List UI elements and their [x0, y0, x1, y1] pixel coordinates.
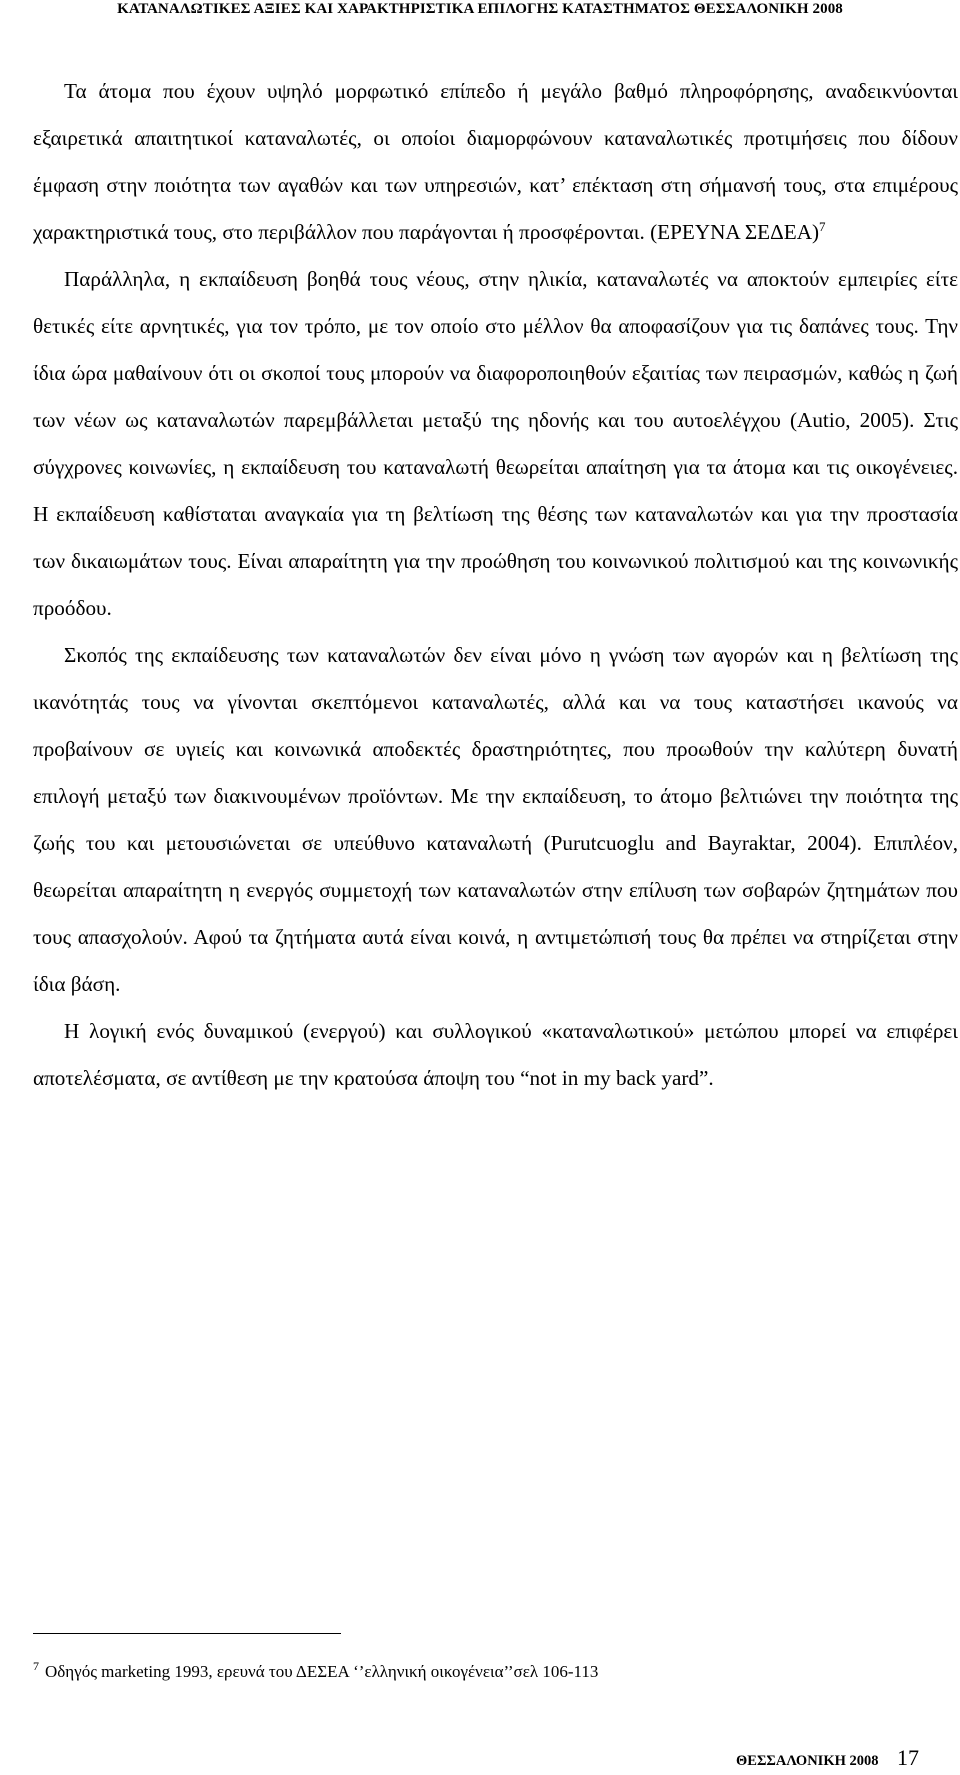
body-text: [33, 68, 958, 1102]
paragraph-4: [33, 1008, 958, 1102]
paragraph-1: [33, 68, 958, 256]
footnote-text: Οδηγός marketing 1993, ερευνά του ΔΕΣΕΑ ‘’ελληνική οικογένεια’’σελ 106-113: [45, 1662, 599, 1681]
footnote: [33, 1660, 953, 1684]
footnote-separator: [33, 1633, 341, 1634]
paragraph-4-text: Η λογική ενός δυναμικού (ενεργού) και συλλογικού «καταναλωτικού» μετώπου μπορεί να επιφέρει αποτελέσματα, σε αντίθεση με την κρατούσα άποψη του “not in my back yard”.: [33, 1019, 958, 1090]
footer-city-year: ΘΕΣΣΑΛΟΝΙΚΗ 2008: [736, 1753, 879, 1769]
page-number: 17: [897, 1745, 919, 1770]
footnote-reference[interactable]: 7: [819, 218, 826, 234]
paragraph-2-text: Παράλληλα, η εκπαίδευση βοηθά τους νέους, στην ηλικία, καταναλωτές να αποκτούν εμπειρίες είτε θετικές είτε αρνητικές, για τον τρόπο, με τον οποίο στο μέλλον θα αποφασίζουν για τις δαπάνες τους. Την ίδια ώρα μαθαίνουν ότι οι σκοποί τους μπορούν να διαφοροποιηθούν εξαιτίας των πειρασμών, καθώς η ζωή των νέων ως καταναλωτών παρεμβάλλεται μεταξύ της ηδονής και του αυτοελέγχου (Autio, 2005). Στις σύγχρονες κοινωνίες, η εκπαίδευση του καταναλωτή θεωρείται απαίτηση για τα άτομα και τις οικογένειες. Η εκπαίδευση καθίσταται αναγκαία για τη βελτίωση της θέσης των καταναλωτών και για την προστασία των δικαιωμάτων τους. Είναι απαραίτητη για την προώθηση του κοινωνικού πολιτισμού και της κοινωνικής προόδου.: [33, 267, 958, 620]
paragraph-3-text: Σκοπός της εκπαίδευσης των καταναλωτών δεν είναι μόνο η γνώση των αγορών και η βελτίωση της ικανότητάς τους να γίνονται σκεπτόμενοι καταναλωτές, αλλά και να τους καταστήσει ικανούς να προβαίνουν σε υγιείς και κοινωνικά αποδεκτές δραστηριότητες, που προωθούν την καλύτερη δυνατή επιλογή μεταξύ των διακινουμένων προϊόντων. Με την εκπαίδευση, το άτομο βελτιώνει την ποιότητα της ζωής του και μετουσιώνεται σε υπεύθυνο καταναλωτή (Purutcuoglu and Bayraktar, 2004). Επιπλέον, θεωρείται απαραίτητη η ενεργός συμμετοχή των καταναλωτών στην επίλυση των σοβαρών ζητημάτων που τους απασχολούν. Αφού τα ζητήματα αυτά είναι κοινά, η αντιμετώπισή τους θα πρέπει να στηρίζεται στην ίδια βάση.: [33, 643, 958, 996]
paragraph-1-text: Τα άτομα που έχουν υψηλό μορφωτικό επίπεδο ή μεγάλο βαθμό πληροφόρησης, αναδεικνύονται εξαιρετικά απαιτητικοί καταναλωτές, οι οποίοι διαμορφώνουν καταναλωτικές προτιμήσεις που δίδουν έμφαση στην ποιότητα των αγαθών και των υπηρεσιών, κατ’ επέκταση στη σήμανσή τους, στα επιμέρους χαρακτηριστικά τους, στο περιβάλλον που παράγονται ή προσφέρονται. (ΕΡΕΥΝΑ ΣΕΔΕΑ): [33, 79, 958, 244]
paragraph-2: [33, 256, 958, 632]
running-header: ΚΑΤΑΝΑΛΩΤΙΚΕΣ ΑΞΙΕΣ ΚΑΙ ΧΑΡΑΚΤΗΡΙΣΤΙΚΑ ΕΠΙΛΟΓΗΣ ΚΑΤΑΣΤΗΜΑΤΟΣ ΘΕΣΣΑΛΟΝΙΚΗ 2008: [117, 1, 843, 17]
footnote-number: 7: [33, 1659, 39, 1674]
paragraph-3: [33, 632, 958, 1008]
page-footer: [736, 1745, 956, 1773]
